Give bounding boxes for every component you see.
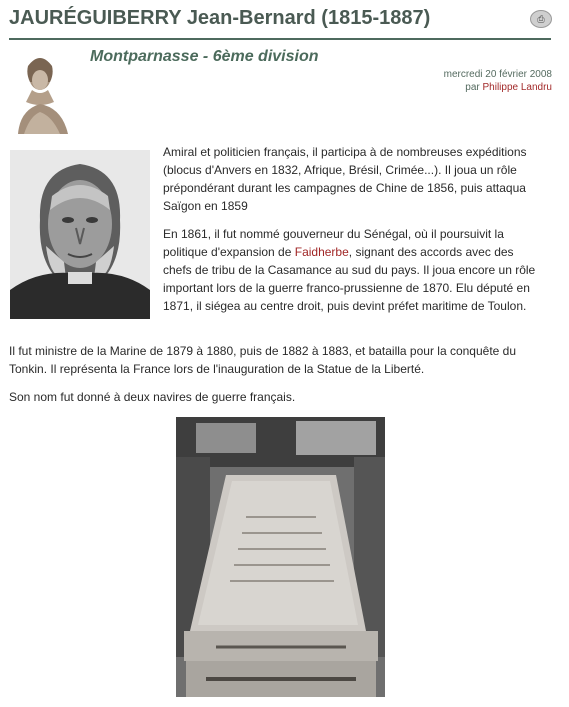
author-link[interactable]: Philippe Landru bbox=[482, 82, 552, 93]
page-title: JAURÉGUIBERRY Jean-Bernard (1815-1887) bbox=[9, 7, 431, 29]
paragraph-4: Son nom fut donné à deux navires de guerre français. bbox=[9, 390, 296, 404]
printer-icon[interactable]: ⎙ bbox=[530, 10, 552, 28]
statue-thumbnail bbox=[10, 52, 74, 134]
title-divider bbox=[9, 38, 551, 40]
portrait-photo bbox=[10, 150, 150, 319]
paragraph-2 bbox=[163, 225, 545, 315]
tomb-photo bbox=[176, 417, 385, 697]
paragraph-1: Amiral et politicien français, il participa à de nombreuses expéditions (blocus d'Anvers en 1832, Afrique, Brésil, Crimée...). Il joua un rôle prépondérant durant les campagnes de Chine de 1856, puis attaqua Saïgon en 1859 bbox=[163, 145, 527, 213]
paragraph-2-text-b: , signant des accords avec des chefs de tribu de la Casamance au sud du pays. Il joua encore un rôle important lors de la guerre franco-prussienne de 1870. Elu député en 1871, il siégea au centre droit, puis devint préfet maritime de Toulon. bbox=[163, 245, 536, 313]
paragraph-2-text-a: En 1861, il fut nommé gouverneur du Sénégal, où il poursuivit la politique d'expansion de bbox=[163, 227, 504, 259]
paragraph-3: Il fut ministre de la Marine de 1879 à 1880, puis de 1882 à 1883, et batailla pour la conquête du Tonkin. Il représenta la France lors de l'inauguration de la Statue de la Liberté. bbox=[9, 344, 517, 376]
post-date: mercredi 20 février 2008 bbox=[443, 69, 552, 80]
faidherbe-link[interactable]: Faidherbe bbox=[294, 245, 349, 259]
subtitle: Montparnasse - 6ème division bbox=[90, 48, 319, 65]
post-meta bbox=[444, 68, 552, 94]
by-label: par bbox=[465, 82, 480, 93]
